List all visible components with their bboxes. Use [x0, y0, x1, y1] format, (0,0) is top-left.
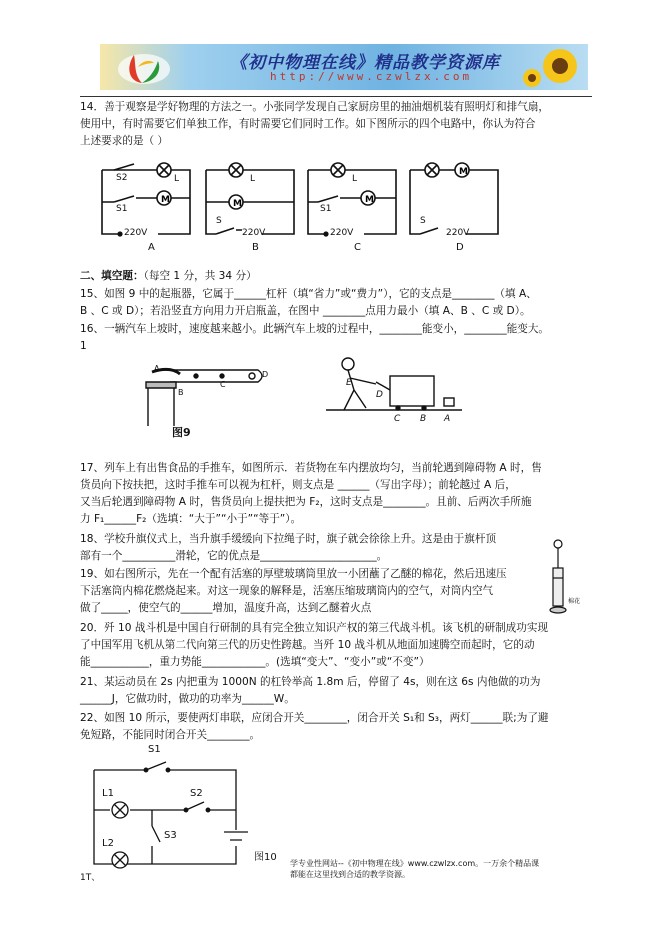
circuit-d [406, 158, 506, 258]
figure-10 [90, 744, 290, 874]
fig9-caption: 图9 [172, 426, 191, 439]
svg-text:M: M [365, 195, 374, 205]
q18-line1: 18、学校升旗仪式上，当升旗手缓缓向下拉绳子时，旗子就会徐徐上升。这是由于旗杆顶 [80, 533, 497, 545]
circuit-a-s1: S1 [116, 204, 128, 214]
circuit-c-l: L [352, 174, 358, 184]
fig9-c: C [220, 380, 226, 389]
banner-title: 《初中物理在线》精品教学资源库 [230, 53, 500, 73]
q15-line2: B 、C 或 D）；若沿竖直方向用力开启瓶盖，在图中 ________点用力最小（填 A、B 、C 或 D）。 [80, 305, 531, 317]
piston-figure [548, 538, 588, 618]
sunflower-icon [520, 44, 588, 90]
footer-line2: 都能在这里找到合适的教学资源。 [290, 870, 410, 879]
fig10-s3: S3 [164, 830, 177, 841]
svg-text:M: M [161, 195, 170, 205]
circuit-a-l: L [174, 174, 180, 184]
q19-line2: 下活塞筒内棉花燃烧起来。对这一现象的解释是，活塞压缩玻璃筒内的空气，对筒内空气 [80, 585, 494, 597]
circuit-a [98, 158, 198, 258]
piston-diagram [548, 538, 588, 618]
q21-line1: 21、某运动员在 2s 内把重为 1000N 的杠铃举高 1.8m 后，停留了 4s，则在这 6s 内他做的功为 [80, 676, 541, 688]
circuit-d-s: S [420, 216, 426, 226]
piston-cotton-label: 棉花 [568, 598, 581, 605]
q14-line1: 14．善于观察是学好物理的方法之一。小张同学发现自己家厨房里的抽油烟机装有照明灯和排气扇， [80, 101, 550, 113]
circuit-b [202, 158, 302, 258]
circuit-d-220v: 220V [446, 228, 470, 238]
q20-line3: 能___________，重力势能____________。(选填“变大”、“变小”或“不变”） [80, 656, 430, 668]
circuit-c [304, 158, 404, 258]
cart-a: A [444, 414, 451, 424]
q21-line2: ______J，它做功时，做功的功率为______W。 [80, 693, 295, 705]
fig10-l1: L1 [102, 788, 114, 799]
q14-line2: 使用中，有时需要它们单独工作，有时需要它们同时工作。如下图所示的四个电路中，你认为符合 [80, 118, 536, 130]
section2-note: （每空 1 分，共 34 分） [143, 270, 257, 282]
q17-line2: 货员向下按扶把，这时手推车可以视为杠杆，则支点是 ______（写出字母）；前轮越过 A 后， [80, 479, 516, 491]
q16-line1: 16、一辆汽车上坡时，速度越来越小。此辆汽车上坡的过程中，________能变小，________能变大。 [80, 323, 550, 335]
circuit-a-s2: S2 [116, 173, 128, 183]
q22-line1: 22、如图 10 所示，要使两灯串联，应闭合开关________，闭合开关 S₁和 S₃，两灯______联;为了避 [80, 712, 549, 724]
q22-line2: 免短路，不能同时闭合开关________。 [80, 729, 261, 741]
cart-e: E [346, 378, 352, 388]
fig10-s1: S1 [148, 744, 161, 755]
footer-line1: 学专业性网站--《初中物理在线》www.czwlzx.com。一万余个精品课 [290, 859, 540, 868]
q17-line4: 力 F₁______F₂（选填：“大于”“小于”“等于”）。 [80, 513, 302, 525]
cart-figure [326, 352, 466, 432]
fig10-l2: L2 [102, 838, 114, 849]
circuit-b-label: B [252, 242, 259, 253]
circuit-a-220v: 220V [124, 228, 148, 238]
q18-line2: 部有一个__________滑轮，它的优点是______________________。 [80, 550, 388, 562]
q20-line2: 了中国军用飞机从第二代向第三代的历史性跨越。当歼 10 战斗机从地面加速腾空而起时，它的动 [80, 639, 535, 651]
circuit-d-label: D [456, 242, 464, 253]
section2-heading-row [80, 268, 592, 284]
circuit-c-220v: 220V [330, 228, 354, 238]
q20-line1: 20．歼 10 战斗机是中国自行研制的具有完全独立知识产权的第三代战斗机。该飞机的研制成功实现 [80, 622, 549, 634]
circuit-b-s: S [216, 216, 222, 226]
fig10-s2: S2 [190, 788, 203, 799]
q14-line3: 上述要求的是（ ） [80, 135, 169, 147]
bottle-opener-diagram [140, 356, 280, 426]
section2-heading: 二、填空题： [80, 270, 144, 282]
footer-stray: 1T、 [80, 873, 101, 883]
cart-b: B [420, 414, 427, 424]
q17-line1: 17、列车上有出售食品的手推车，如图所示．若货物在车内摆放均匀，当前轮遇到障碍物 A 时，售 [80, 462, 542, 474]
cart-c: C [394, 414, 401, 424]
q17-line3: 又当后轮遇到障碍物 A 时，售货员向上提扶把为 F₂，这时支点是________。且前、后两次手所施 [80, 496, 532, 508]
circuit-b-l: L [250, 174, 256, 184]
figure-9 [140, 356, 280, 446]
svg-text:M: M [459, 167, 468, 177]
header-banner [100, 44, 588, 90]
fig9-a: A [154, 364, 160, 373]
fig9-b: B [178, 388, 184, 397]
cart-d: D [376, 390, 383, 400]
circuit-c-label: C [354, 242, 361, 253]
q19-line3: 做了_____，使空气的______增加，温度升高，达到乙醚着火点 [80, 602, 372, 614]
svg-text:M: M [233, 199, 242, 209]
q19-line1: 19、如右图所示，先在一个配有活塞的厚壁玻璃筒里放一小团蘸了乙醚的棉花，然后迅速压 [80, 568, 507, 580]
logo-icon [112, 47, 182, 87]
circuit-c-s1: S1 [320, 204, 332, 214]
fig9-d: D [262, 370, 269, 379]
header-rule [80, 96, 592, 97]
q16-stray: 1 [80, 340, 87, 352]
circuit-b-220v: 220V [242, 228, 266, 238]
circuit-a-label: A [148, 242, 155, 253]
q15-line1: 15、如图 9 中的起瓶器，它属于______杠杆（填“省力”或“费力”），它的支点是________（填 A、 [80, 288, 537, 300]
banner-url: http://www.czwlzx.com [270, 70, 473, 83]
fig10-caption: 图10 [254, 852, 277, 863]
